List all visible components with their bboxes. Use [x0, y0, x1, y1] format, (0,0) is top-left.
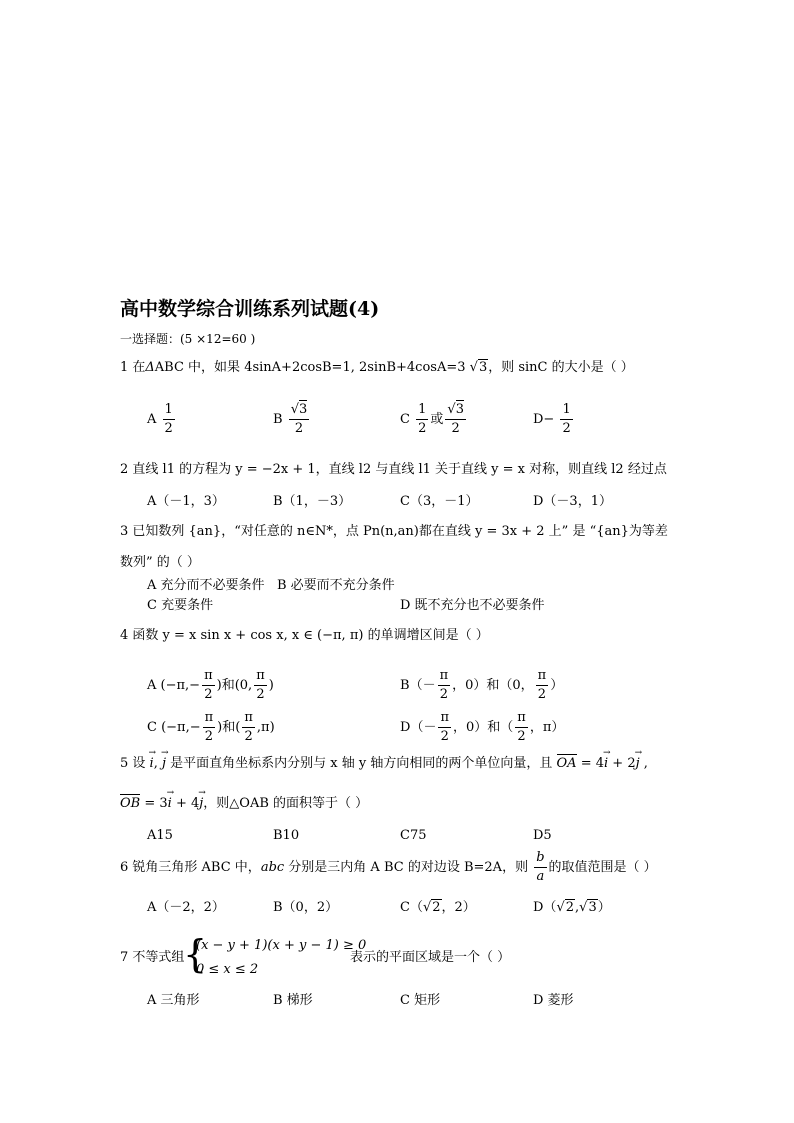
question-6-option-c: C（√2，2） [400, 900, 476, 915]
question-2-option-b: B（1，－3） [273, 494, 352, 509]
question-7-option-b: B 梯形 [273, 993, 313, 1008]
question-7-stem-lead: 7 不等式组 [120, 950, 185, 965]
question-6-option-a: A（－2，2） [147, 900, 225, 915]
question-2-stem: 2 直线 l1 的方程为 y = −2x + 1，直线 l2 与直线 l1 关于直线 y = x 对称，则直线 l2 经过点 [120, 462, 667, 477]
question-7-inequality-2: 0 ≤ x ≤ 2 [196, 962, 259, 977]
question-5-option-c: C75 [400, 828, 427, 843]
question-3-stem-line2: 数列” 的（ ） [120, 555, 200, 570]
question-1-stem: 1 在ΔABC 中，如果 4sinA+2cosB=1, 2sinB+4cosA=3 √3，则 sinC 的大小是（ ） [120, 360, 634, 375]
question-7-brace: { [183, 932, 208, 976]
question-5-stem-line2: OB = 3i → + 4j →，则△OAB 的面积等于（ ） [120, 796, 368, 812]
question-3-stem-line1: 3 已知数列 {an}，“对任意的 n∈N*，点 Pn(n,an)都在直线 y = 3x + 2 上” 是 “{an}为等差 [120, 524, 668, 539]
question-7-option-c: C 矩形 [400, 993, 441, 1008]
question-2-option-a: A（－1，3） [147, 494, 225, 509]
question-5-option-d: D5 [533, 828, 552, 843]
question-4-option-a: A (−π,− $\frac{\pi}{2}$ )和(0, $\frac{\pi}{2}$ ) [147, 668, 274, 702]
question-3-option-b: B 必要而不充分条件 [277, 578, 395, 593]
question-1-option-a: A $\frac{1}{2}$ [147, 402, 173, 436]
question-5-option-a: A15 [147, 828, 173, 843]
question-5-stem-line1: 5 设 i →, j → 是平面直角坐标系内分别与 x 轴 y 轴方向相同的两个单位向量，且 OA = 4i → + 2j → , [120, 756, 648, 772]
page-title: 高中数学综合训练系列试题(4) [120, 298, 380, 320]
question-2-option-c: C（3，－1） [400, 494, 479, 509]
question-3-option-c: C 充要条件 [147, 598, 214, 613]
question-6-option-d: D（√2,√3） [533, 900, 611, 915]
question-7-inequality-1: (x − y + 1)(x + y − 1) ≥ 0 [196, 938, 367, 953]
question-3-option-a: A 充分而不必要条件 [147, 578, 265, 593]
question-7-stem-tail: 表示的平面区域是一个（ ） [350, 950, 511, 965]
question-1-option-d: D− $\frac{1}{2}$ [533, 402, 571, 436]
question-5-option-b: B10 [273, 828, 300, 843]
question-4-option-c: C (−π,− $\frac{\pi}{2}$ )和( $\frac{\pi}{2}$ ,π) [147, 710, 275, 744]
section-heading: 一选择题：(5 ×12=60 ) [120, 332, 256, 346]
question-3-option-d: D 既不充分也不必要条件 [400, 598, 545, 613]
question-1-option-c: C $\frac{1}{2}$ 或 $\frac{√3}{2}$ [400, 402, 464, 436]
question-1-option-b: B $\frac{√3}{2}$ [273, 402, 308, 436]
question-6-option-b: B（0，2） [273, 900, 339, 915]
question-2-option-d: D（－3，1） [533, 494, 612, 509]
question-4-option-b: B（－ $\frac{\pi}{2}$ ，0）和（0， $\frac{\pi}{2}$ ） [400, 668, 564, 702]
question-4-option-d: D（－ $\frac{\pi}{2}$ ，0）和（ $\frac{\pi}{2}$ ，π） [400, 710, 565, 744]
question-6-stem: 6 锐角三角形 ABC 中，abc 分别是三内角 A BC 的对边设 B=2A，则 $\frac{b}{a}$ 的取值范围是（ ） [120, 850, 657, 884]
question-7-option-a: A 三角形 [147, 993, 200, 1008]
question-7-option-d: D 菱形 [533, 993, 574, 1008]
question-4-stem: 4 函数 y = x sin x + cos x, x ∈ (−π, π) 的单调增区间是（ ） [120, 628, 489, 643]
